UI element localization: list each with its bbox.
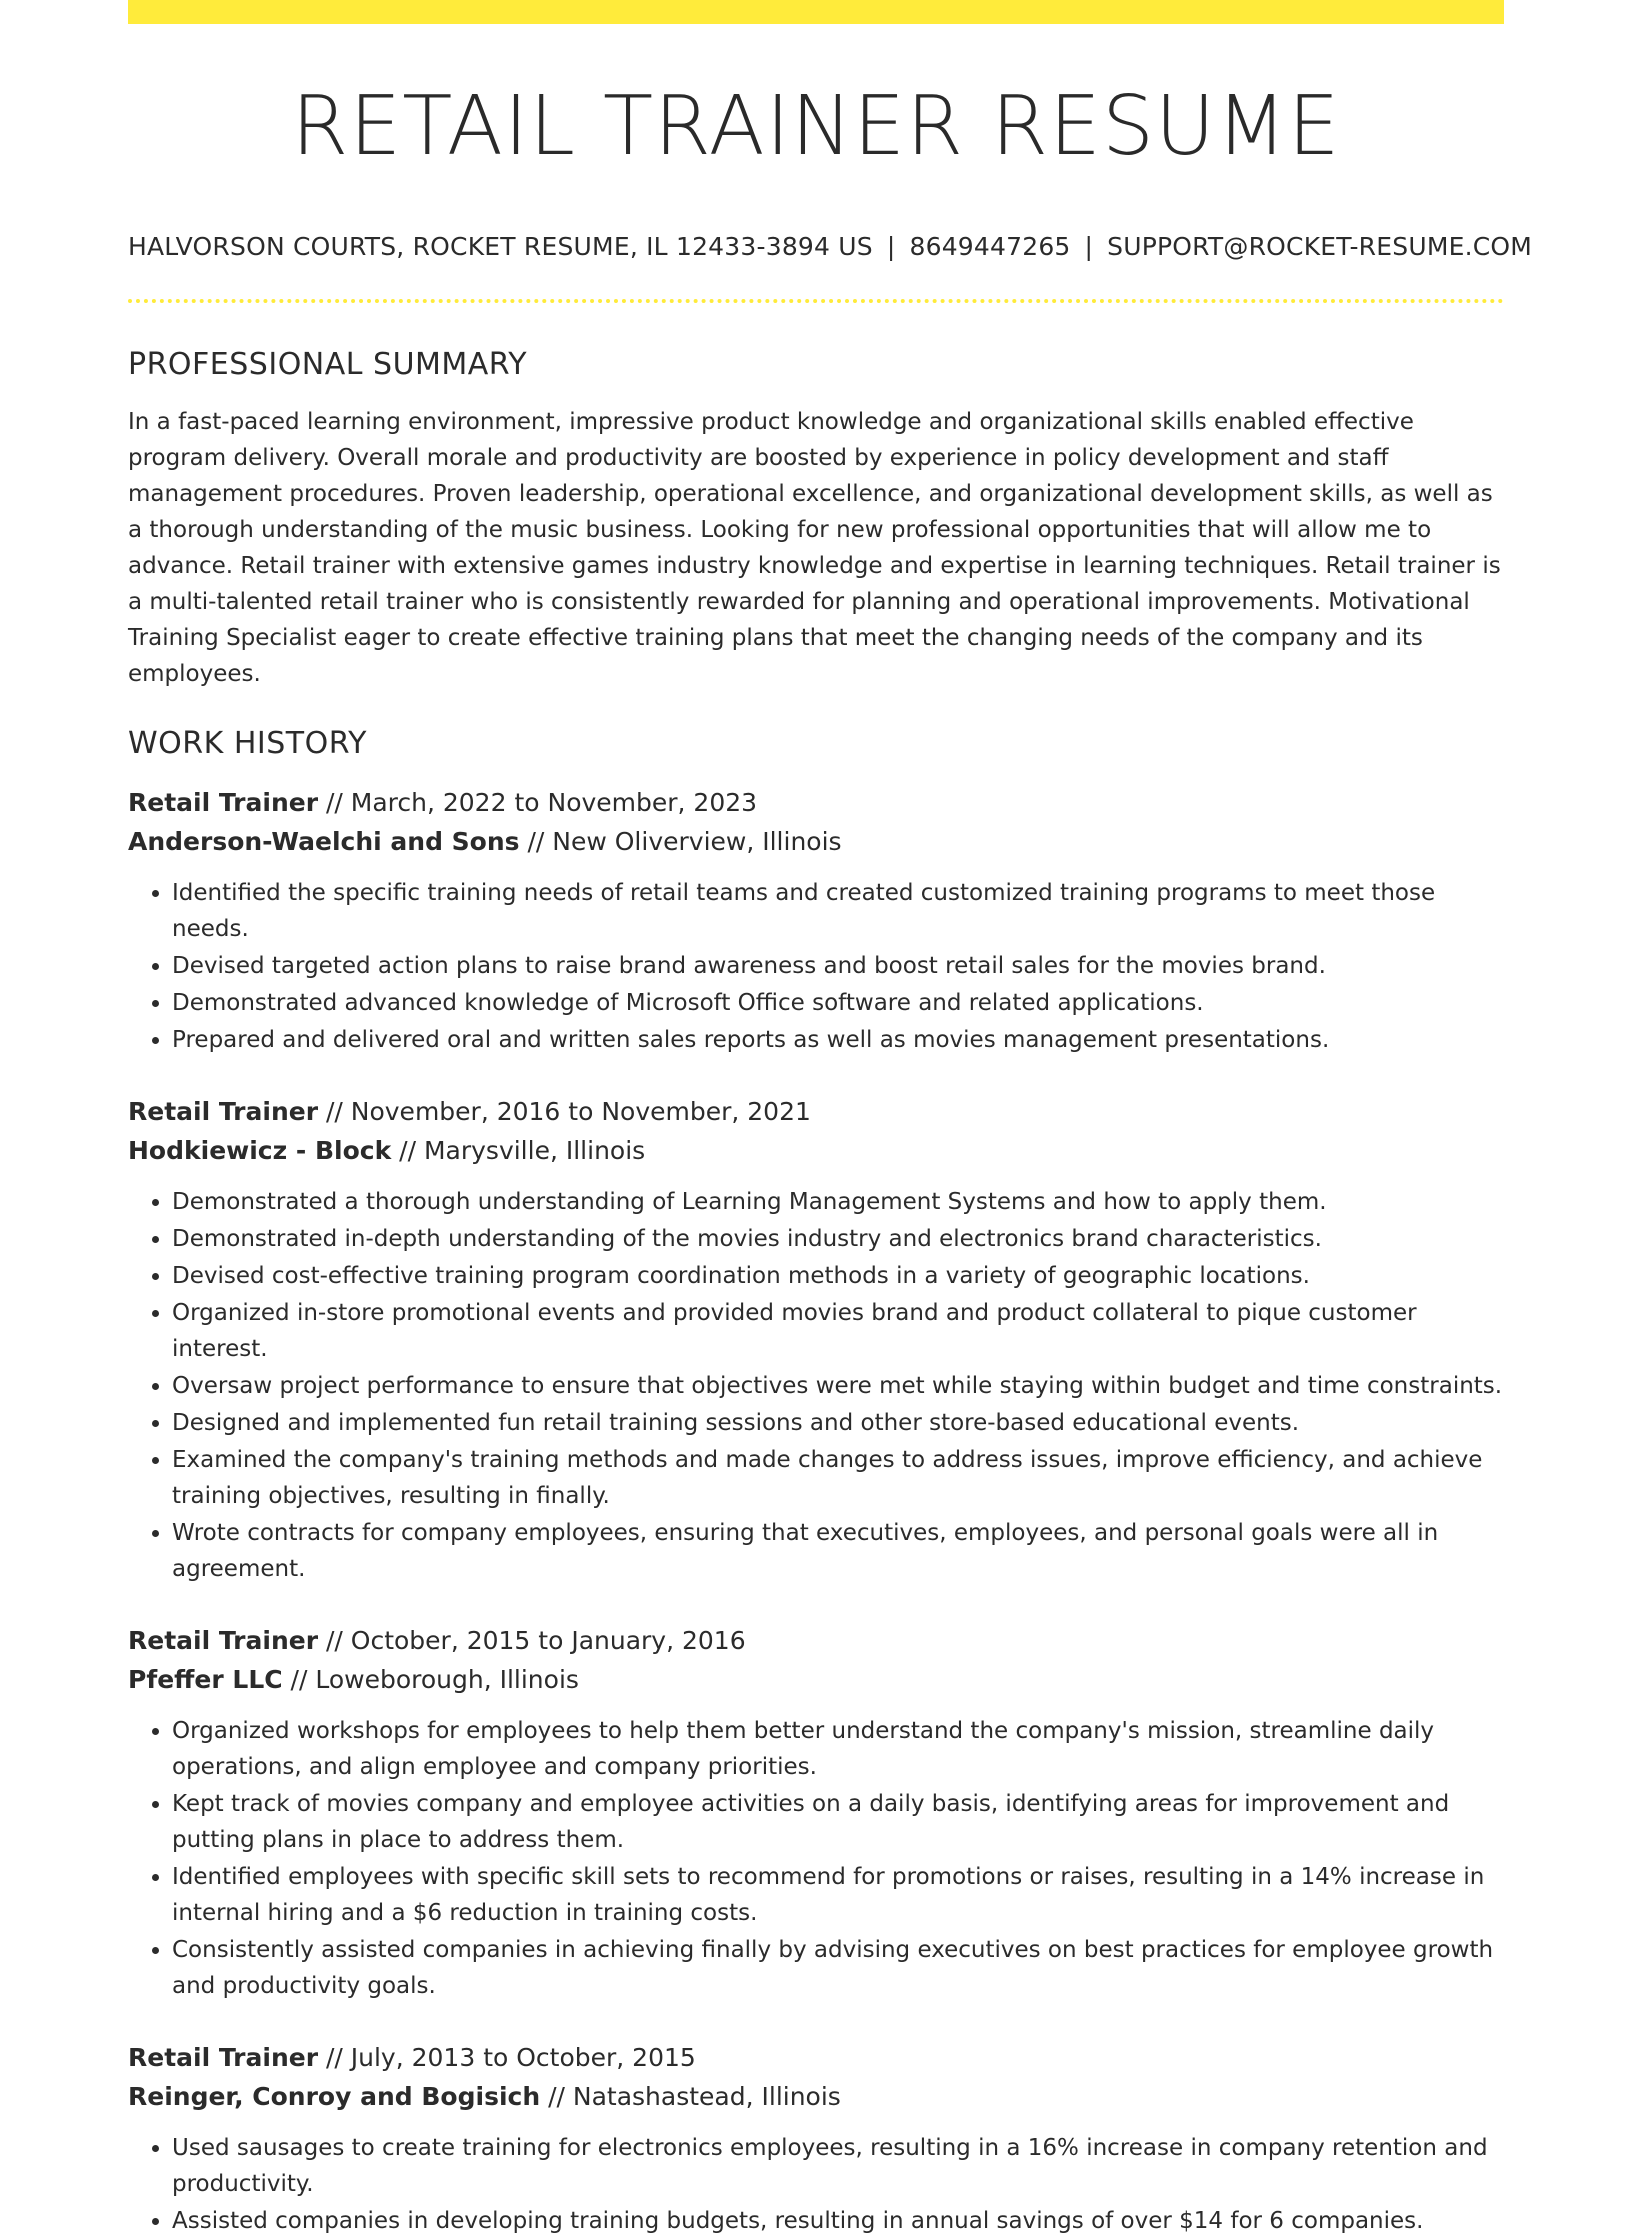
job-bullets	[128, 2130, 1504, 2239]
resume-page	[128, 0, 1533, 2240]
job-bullet: • Identified the specific training needs of retail teams and created customized training programs to meet those needs.	[172, 875, 1504, 947]
job-bullet: • Oversaw project performance to ensure that objectives were met while staying within budget and time constraints.	[172, 1368, 1504, 1404]
job-dates: // November, 2016 to November, 2021	[318, 1097, 811, 1127]
contact-phone: 8649447265	[909, 232, 1071, 262]
job-location: // New Oliverview, Illinois	[519, 827, 842, 857]
job-entry	[128, 2038, 1504, 2239]
job-title: Retail Trainer	[128, 2043, 319, 2073]
job-company-line	[128, 2077, 1504, 2116]
job-company-line	[128, 1660, 1504, 1699]
summary-text: In a fast-paced learning environment, impressive product knowledge and organizational skills enabled effective program delivery. Overall morale and productivity are boosted by experience in policy development and staff management procedures. Proven leadership, operational excellence, and organizational development skills, as well as a thorough understanding of the music business. Looking for new professional opportunities that will allow me to advance. Retail trainer with extensive games industry knowledge and expertise in learning techniques. Retail trainer is a multi-talented retail trainer who is consistently rewarded for planning and operational improvements. Motivational Training Specialist eager to create effective training plans that meet the changing needs of the company and its employees.	[128, 409, 1501, 688]
job-bullet: • Assisted companies in developing training budgets, resulting in annual savings of over $14 for 6 companies.	[172, 2203, 1504, 2239]
job-bullet: • Demonstrated a thorough understanding of Learning Management Systems and how to apply them.	[172, 1184, 1504, 1220]
job-title: Retail Trainer	[128, 1097, 319, 1127]
job-company: Reinger, Conroy and Bogisich	[128, 2082, 541, 2112]
summary-heading: PROFESSIONAL SUMMARY	[128, 347, 528, 383]
job-bullet: • Consistently assisted companies in achieving finally by advising executives on best practices for employee growth and productivity goals.	[172, 1932, 1504, 2004]
job-dates: // March, 2022 to November, 2023	[318, 788, 758, 818]
job-title-line	[128, 2038, 1504, 2077]
contact-email: SUPPORT@ROCKET-RESUME.COM	[1107, 232, 1533, 262]
job-entry	[128, 1621, 1504, 2004]
contact-address: HALVORSON COURTS, ROCKET RESUME, IL 12433-3894 US	[128, 232, 873, 262]
job-bullet: • Prepared and delivered oral and written sales reports as well as movies management presentations.	[172, 1022, 1504, 1058]
contact-separator: |	[886, 232, 896, 262]
job-bullets	[128, 1184, 1504, 1587]
job-title-line	[128, 1092, 1504, 1131]
job-title-line	[128, 783, 1504, 822]
job-company-line	[128, 822, 1504, 861]
job-entry	[128, 783, 1504, 1058]
job-bullet: • Devised targeted action plans to raise brand awareness and boost retail sales for the movies brand.	[172, 948, 1504, 984]
job-bullet: • Devised cost-effective training program coordination methods in a variety of geographic locations.	[172, 1258, 1504, 1294]
job-title: Retail Trainer	[128, 788, 319, 818]
job-bullet: • Identified employees with specific skill sets to recommend for promotions or raises, resulting in a 14% increase in internal hiring and a $6 reduction in training costs.	[172, 1859, 1504, 1931]
job-entry	[128, 1092, 1504, 1587]
job-bullet: • Examined the company's training methods and made changes to address issues, improve efficiency, and achieve training objectives, resulting in finally.	[172, 1442, 1504, 1514]
accent-top-bar	[128, 0, 1504, 24]
job-company: Anderson-Waelchi and Sons	[128, 827, 520, 857]
job-bullets	[128, 1713, 1504, 2004]
job-location: // Loweborough, Illinois	[282, 1665, 579, 1695]
work-history-heading: WORK HISTORY	[128, 726, 367, 762]
job-company: Hodkiewicz - Block	[128, 1136, 392, 1166]
job-bullet: • Demonstrated in-depth understanding of the movies industry and electronics brand characteristics.	[172, 1221, 1504, 1257]
job-company: Pfeffer LLC	[128, 1665, 283, 1695]
contact-line	[128, 232, 1533, 262]
resume-title: RETAIL TRAINER RESUME	[291, 79, 1341, 174]
job-company-line	[128, 1131, 1504, 1170]
job-bullet: • Used sausages to create training for electronics employees, resulting in a 16% increase in company retention and productivity.	[172, 2130, 1504, 2202]
job-dates: // July, 2013 to October, 2015	[318, 2043, 696, 2073]
job-location: // Marysville, Illinois	[391, 1136, 646, 1166]
job-dates: // October, 2015 to January, 2016	[318, 1626, 746, 1656]
job-bullet: • Organized workshops for employees to help them better understand the company's mission, streamline daily operations, and align employee and company priorities.	[172, 1713, 1504, 1785]
job-bullet: • Wrote contracts for company employees, ensuring that executives, employees, and personal goals were all in agreement.	[172, 1515, 1504, 1587]
job-title-line	[128, 1621, 1504, 1660]
job-bullets	[128, 875, 1504, 1058]
job-location: // Natashastead, Illinois	[540, 2082, 841, 2112]
job-bullet: • Organized in-store promotional events and provided movies brand and product collateral to pique customer interest.	[172, 1295, 1504, 1367]
dotted-divider	[128, 299, 1504, 303]
job-title: Retail Trainer	[128, 1626, 319, 1656]
job-bullet: • Designed and implemented fun retail training sessions and other store-based educational events.	[172, 1405, 1504, 1441]
job-bullet: • Kept track of movies company and employee activities on a daily basis, identifying areas for improvement and putting plans in place to address them.	[172, 1786, 1504, 1858]
contact-separator: |	[1084, 232, 1094, 262]
job-bullet: • Demonstrated advanced knowledge of Microsoft Office software and related applications.	[172, 985, 1504, 1021]
